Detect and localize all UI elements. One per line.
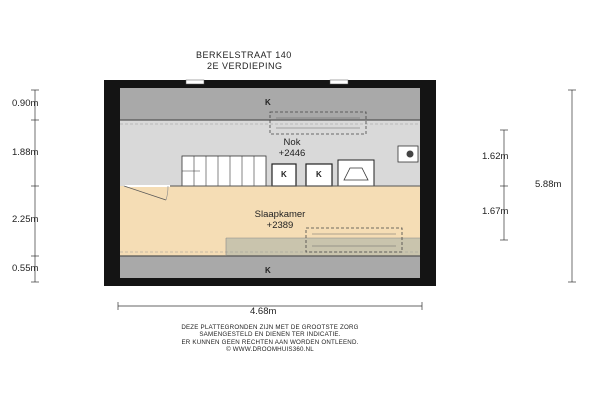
disclaimer-line-3: ER KUNNEN GEEN RECHTEN AAN WORDEN ONTLEEND. (181, 339, 359, 346)
floor-title: 2E VERDIEPING (207, 61, 283, 71)
room-slaapkamer-name: Slaapkamer (254, 209, 306, 220)
low-ceiling-zone (226, 238, 420, 256)
address-title: BERKELSTRAAT 140 (196, 50, 292, 60)
staircase (182, 156, 266, 186)
room-slaapkamer-height: +2389 (266, 220, 294, 231)
dim-right-upper: 1.62m (482, 151, 509, 162)
room-nok-name: Nok (283, 137, 301, 148)
dim-left-2: 1.88m (12, 147, 39, 158)
boiler-unit (398, 146, 418, 162)
closet-label-bottom: K (265, 266, 271, 275)
appliance-symbol (338, 160, 374, 186)
dim-left-3: 2.25m (12, 214, 39, 225)
disclaimer-line-4: © WWW.DROOMHUIS360.NL (226, 346, 314, 353)
dim-right-total: 5.88m (535, 179, 562, 190)
left-dimension-line (31, 90, 39, 282)
dim-bottom: 4.68m (250, 306, 277, 317)
closet-label-top: K (265, 98, 271, 107)
dim-left-4: 0.55m (12, 263, 39, 274)
dim-right-lower: 1.67m (482, 206, 509, 217)
room-nok-height: +2446 (278, 148, 306, 159)
closet-label-right: K (316, 170, 322, 179)
disclaimer-line-2: SAMENGESTELD EN DIENEN TER INDICATIE. (199, 331, 341, 338)
disclaimer-line-1: DEZE PLATTEGRONDEN ZIJN MET DE GROOTSTE ZORG (181, 324, 359, 331)
dim-left-1: 0.90m (12, 98, 39, 109)
closet-label-left: K (281, 170, 287, 179)
